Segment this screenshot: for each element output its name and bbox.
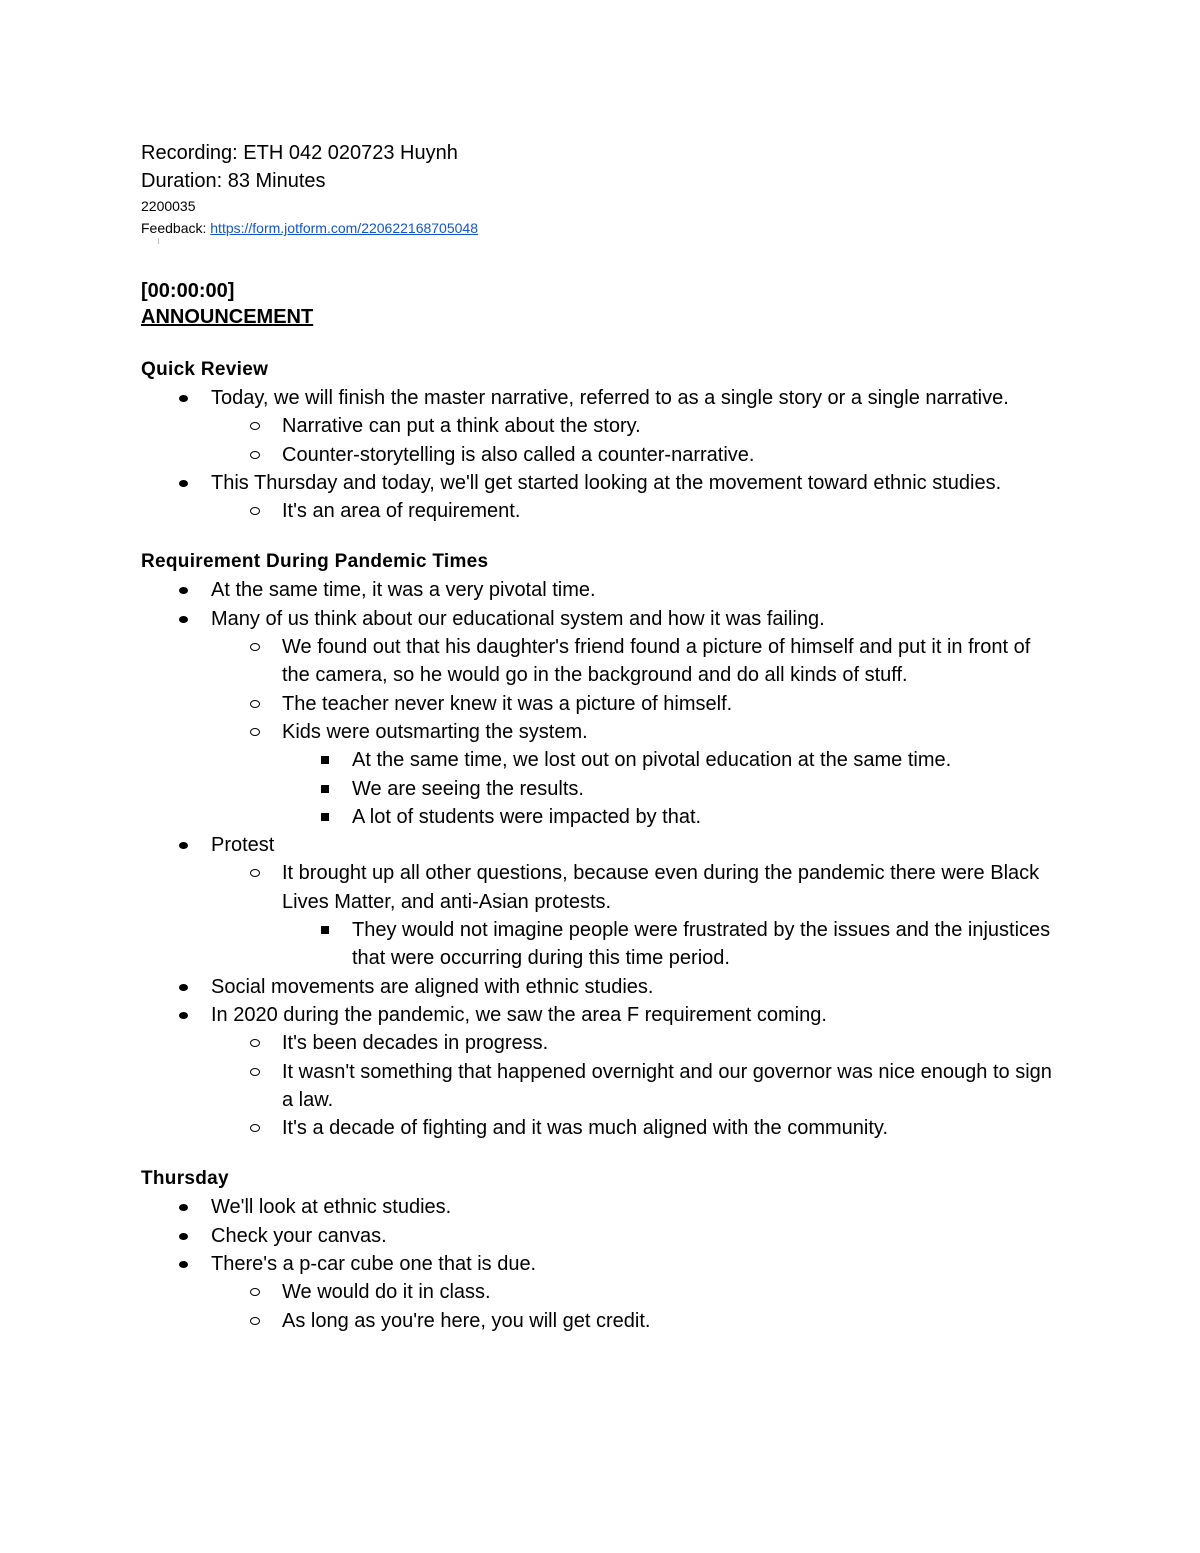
circle-bullet-icon	[250, 451, 260, 459]
bullet-marker	[141, 1222, 1061, 1250]
list-item	[141, 384, 1061, 412]
disc-bullet-icon	[179, 1261, 188, 1268]
list-item	[141, 576, 1061, 604]
bullet-marker	[141, 916, 1061, 944]
list-item-text: The teacher never knew it was a picture of himself.	[282, 692, 733, 715]
section-heading: Thursday	[141, 1168, 229, 1190]
section-heading: Quick Review	[141, 359, 269, 380]
disc-bullet-icon	[179, 395, 188, 402]
list-item-text: We would do it in class.	[282, 1281, 491, 1304]
list-item	[141, 690, 1061, 718]
list-item	[141, 1029, 1061, 1057]
disc-bullet-icon	[179, 842, 188, 849]
feedback-link[interactable]: https://form.jotform.com/220622168705048	[210, 220, 478, 236]
list-item-text: A lot of students were impacted by that.	[352, 805, 702, 828]
bullet-marker	[141, 412, 1061, 440]
duration-text: Duration: 83 Minutes	[141, 170, 326, 192]
list-item-text: Many of us think about our educational system and how it was failing.	[211, 607, 825, 630]
list-item	[141, 973, 1061, 1001]
list-item	[141, 633, 1061, 690]
list-item-text: Protest	[211, 834, 275, 857]
circle-bullet-icon	[250, 1288, 260, 1296]
bullet-list	[141, 1193, 1061, 1334]
bullet-marker	[141, 633, 1061, 661]
list-item	[141, 859, 1061, 916]
timestamp: [00:00:00]	[141, 280, 235, 302]
feedback-line	[141, 217, 1061, 239]
circle-bullet-icon	[250, 1039, 260, 1047]
notes-sections	[141, 356, 1061, 1335]
list-item-text: There's a p-car cube one that is due.	[211, 1253, 537, 1276]
bullet-marker	[141, 1250, 1061, 1278]
list-item	[141, 718, 1061, 746]
circle-bullet-icon	[250, 728, 260, 736]
document-page	[141, 139, 1061, 1335]
announcement-heading: ANNOUNCEMENT	[141, 306, 314, 328]
circle-bullet-icon	[250, 1317, 260, 1325]
list-item-text: We found out that his daughter's friend found a picture of himself and put it in front of the camera, so he would go in the background and do all kinds of stuff.	[282, 636, 1031, 687]
bullet-marker	[141, 746, 1061, 774]
list-item	[141, 1222, 1061, 1250]
list-item-text: Check your canvas.	[211, 1224, 387, 1247]
list-item	[141, 1193, 1061, 1221]
list-item	[141, 497, 1061, 525]
list-item-text: It's a decade of fighting and it was much aligned with the community.	[282, 1117, 888, 1140]
bullet-marker	[141, 1058, 1061, 1086]
disc-bullet-icon	[179, 1012, 188, 1019]
bullet-marker	[141, 1114, 1061, 1142]
list-item	[141, 1307, 1061, 1335]
bullet-marker	[141, 803, 1061, 831]
list-item-text: At the same time, we lost out on pivotal education at the same time.	[352, 749, 952, 772]
list-item-text: It's been decades in progress.	[282, 1032, 549, 1055]
square-bullet-icon	[321, 926, 329, 934]
list-item-text: Social movements are aligned with ethnic studies.	[211, 975, 654, 998]
list-item	[141, 1250, 1061, 1278]
list-item	[141, 412, 1061, 440]
list-item-text: Kids were outsmarting the system.	[282, 720, 588, 743]
list-item-text: It's an area of requirement.	[282, 500, 521, 523]
list-item-text: As long as you're here, you will get credit.	[282, 1309, 651, 1332]
recording-title: Recording: ETH 042 020723 Huynh	[141, 142, 458, 164]
section-heading: Requirement During Pandemic Times	[141, 551, 489, 573]
square-bullet-icon	[321, 813, 329, 821]
bullet-marker	[141, 469, 1061, 497]
circle-bullet-icon	[250, 422, 260, 430]
list-item-text: It wasn't something that happened overnight and our governor was nice enough to sign a law.	[282, 1060, 1052, 1111]
list-item	[141, 775, 1061, 803]
list-item-text: We are seeing the results.	[352, 777, 584, 800]
list-item	[141, 1058, 1061, 1115]
list-item-text: We'll look at ethnic studies.	[211, 1196, 452, 1219]
list-item-text: It brought up all other questions, because even during the pandemic there were Black Lives Matter, and anti-Asian protests.	[282, 862, 1040, 913]
circle-bullet-icon	[250, 869, 260, 877]
list-item	[141, 469, 1061, 497]
bullet-marker	[141, 1001, 1061, 1029]
disc-bullet-icon	[179, 1204, 188, 1211]
bullet-marker	[141, 1307, 1061, 1335]
list-item	[141, 1114, 1061, 1142]
circle-bullet-icon	[250, 643, 260, 651]
bullet-marker	[141, 384, 1061, 412]
stray-mark	[158, 238, 159, 244]
bullet-list	[141, 576, 1061, 1142]
list-item-text: This Thursday and today, we'll get started looking at the movement toward ethnic studies.	[211, 471, 1002, 494]
circle-bullet-icon	[250, 507, 260, 515]
disc-bullet-icon	[179, 587, 188, 594]
circle-bullet-icon	[250, 1068, 260, 1076]
bullet-marker	[141, 441, 1061, 469]
list-item-text: Counter-storytelling is also called a counter-narrative.	[282, 443, 755, 466]
list-item	[141, 916, 1061, 973]
bullet-marker	[141, 576, 1061, 604]
bullet-marker	[141, 690, 1061, 718]
list-item	[141, 803, 1061, 831]
bullet-marker	[141, 1278, 1061, 1306]
bullet-marker	[141, 605, 1061, 633]
bullet-marker	[141, 1029, 1061, 1057]
list-item	[141, 605, 1061, 633]
list-item	[141, 831, 1061, 859]
square-bullet-icon	[321, 756, 329, 764]
bullet-list	[141, 384, 1061, 525]
circle-bullet-icon	[250, 1124, 260, 1132]
list-item	[141, 1278, 1061, 1306]
list-item	[141, 746, 1061, 774]
list-item-text: Today, we will finish the master narrative, referred to as a single story or a single narrative.	[211, 387, 1009, 409]
circle-bullet-icon	[250, 700, 260, 708]
list-item	[141, 441, 1061, 469]
list-item-text: In 2020 during the pandemic, we saw the area F requirement coming.	[211, 1003, 827, 1026]
list-item-text: Narrative can put a think about the story.	[282, 415, 641, 438]
disc-bullet-icon	[179, 984, 188, 991]
list-item-text: They would not imagine people were frustrated by the issues and the injustices that were occurring during this time period.	[352, 919, 1051, 970]
bullet-marker	[141, 1193, 1061, 1221]
list-item	[141, 1001, 1061, 1029]
bullet-marker	[141, 859, 1061, 887]
feedback-label: Feedback:	[141, 220, 211, 236]
bullet-marker	[141, 775, 1061, 803]
bullet-marker	[141, 497, 1061, 525]
bullet-marker	[141, 831, 1061, 859]
bullet-marker	[141, 718, 1061, 746]
disc-bullet-icon	[179, 1233, 188, 1240]
list-item-text: At the same time, it was a very pivotal time.	[211, 579, 596, 602]
bullet-marker	[141, 973, 1061, 1001]
disc-bullet-icon	[179, 616, 188, 623]
document-id: 2200035	[141, 198, 196, 214]
square-bullet-icon	[321, 785, 329, 793]
disc-bullet-icon	[179, 480, 188, 487]
